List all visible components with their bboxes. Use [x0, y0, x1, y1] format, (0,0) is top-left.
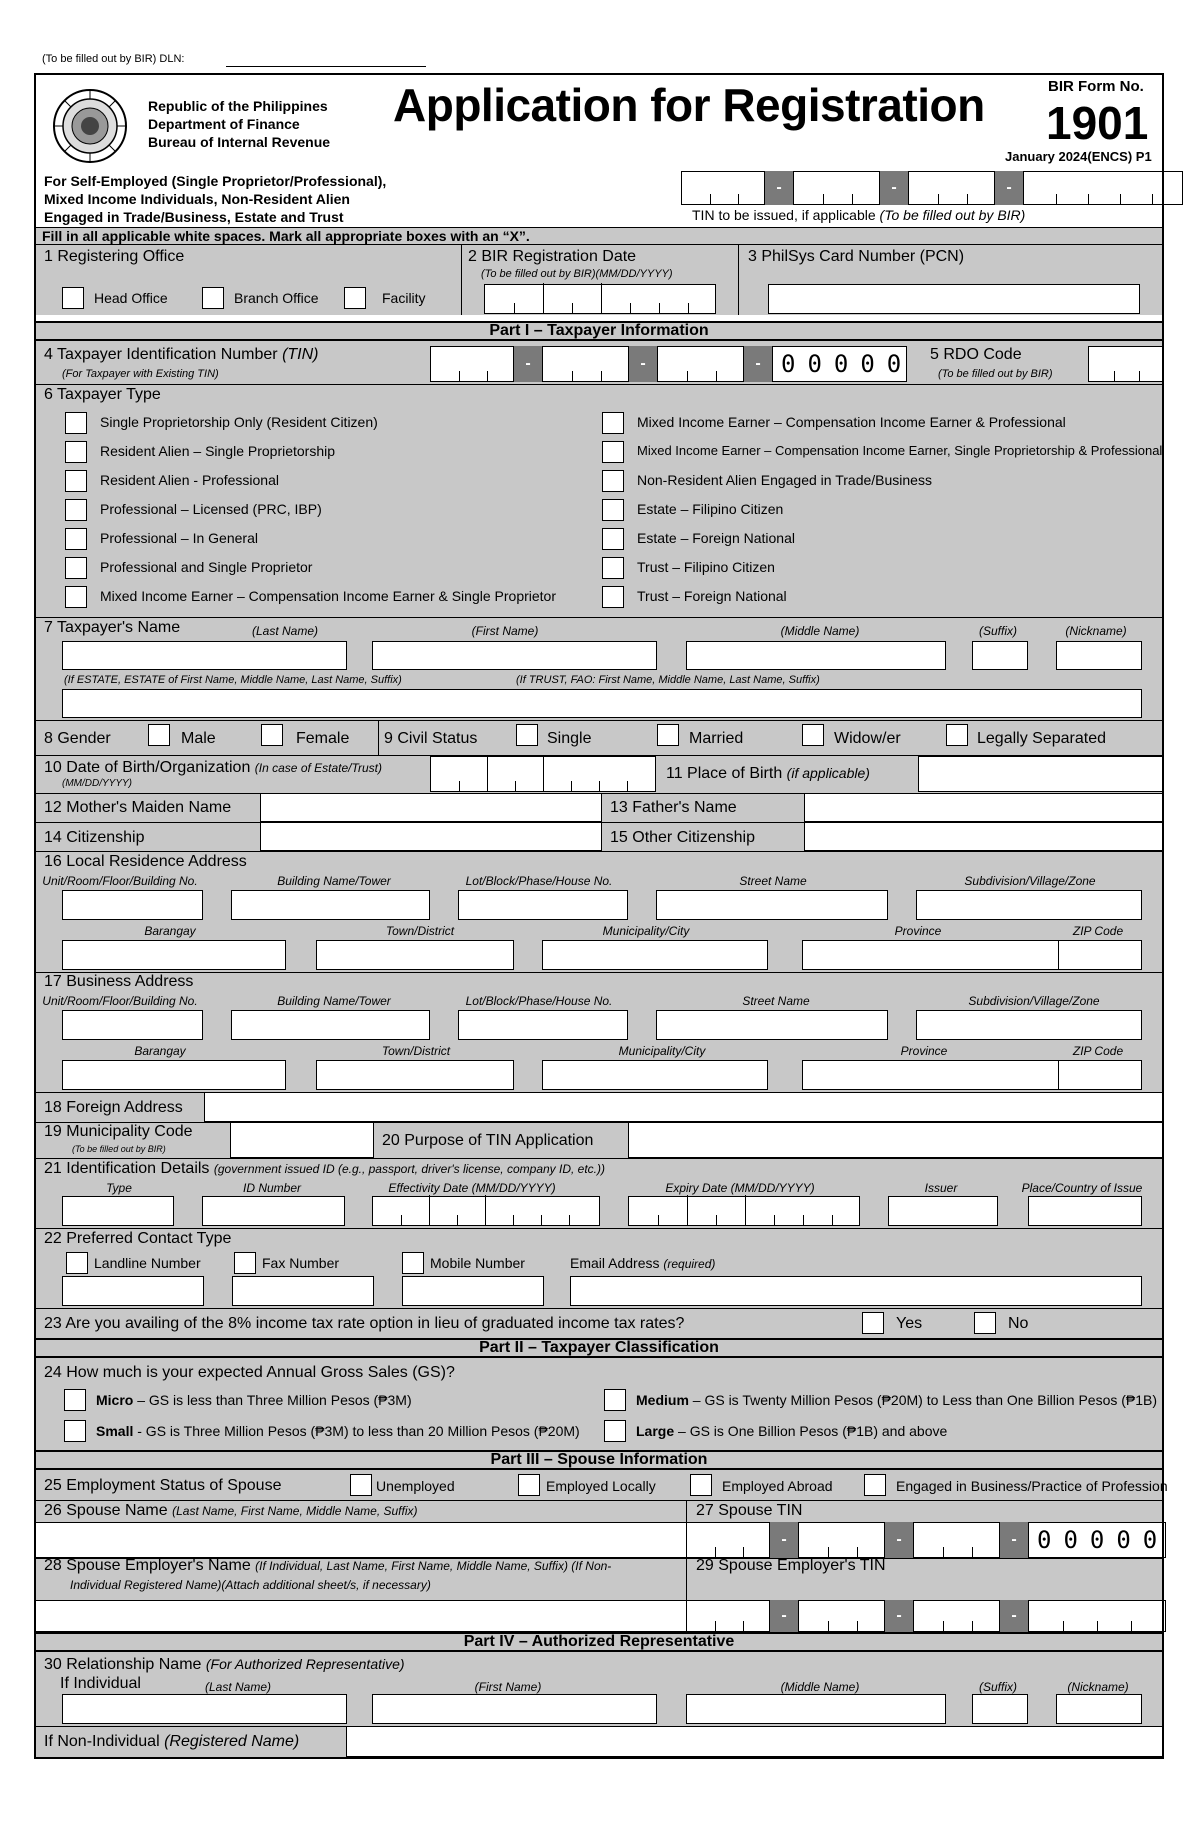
agency-line-3: Bureau of Internal Revenue — [148, 134, 331, 150]
f30-cap-last: (Last Name) — [204, 1680, 272, 1694]
micro-bold: Micro — [96, 1392, 134, 1408]
tt-right-6-label: Trust – Foreign National — [637, 588, 787, 604]
f16-cap-zip: ZIP Code — [1072, 924, 1124, 938]
non-individual-italic: (Registered Name) — [164, 1733, 300, 1750]
spouse-tin-dash: - — [1000, 1522, 1028, 1558]
legally-separated-label: Legally Separated — [977, 730, 1106, 747]
f7-trust-note: (If TRUST, FAO: First Name, Middle Name, Last Name, Suffix) — [516, 674, 820, 686]
large-text: – GS is One Billion Pesos (₱1B) and above — [674, 1423, 948, 1439]
f30-cap-nickname: (Nickname) — [1067, 1680, 1129, 1694]
f17-cap-province: Province — [900, 1044, 948, 1058]
f18-label: 18 Foreign Address — [44, 1099, 183, 1116]
small-bold: Small — [96, 1423, 134, 1439]
f2-label: 2 BIR Registration Date — [468, 248, 637, 265]
f10-sub: (MM/DD/YYYY) — [62, 778, 132, 789]
mobile-label: Mobile Number — [430, 1255, 525, 1271]
f7-cap-middle: (Middle Name) — [780, 624, 860, 638]
fax-label: Fax Number — [262, 1255, 340, 1271]
facility-label: Facility — [382, 290, 426, 306]
f17-cap-barangay: Barangay — [134, 1044, 186, 1058]
tin-branch-code[interactable]: 00000 — [772, 346, 907, 382]
medium-text: – GS is Twenty Million Pesos (₱20M) to Less than One Billion Pesos (₱1B) — [688, 1392, 1158, 1408]
spouse-employed-abroad-label: Employed Abroad — [722, 1478, 833, 1494]
f17-cap-municipality: Municipality/City — [618, 1044, 706, 1058]
agency-line-1: Republic of the Philippines — [148, 98, 328, 114]
f17-cap-lot: Lot/Block/Phase/House No. — [465, 994, 613, 1008]
form-number: 1901 — [1046, 97, 1149, 149]
dln-line — [226, 66, 426, 67]
tt-left-2-label: Resident Alien - Professional — [100, 472, 279, 488]
f17-cap-subd: Subdivision/Village/Zone — [968, 994, 1100, 1008]
f4-sub: (For Taxpayer with Existing TIN) — [62, 368, 219, 380]
f7-cap-suffix: (Suffix) — [978, 624, 1018, 638]
tt-right-4-label: Estate – Foreign National — [637, 530, 795, 546]
tt-right-0-label: Mixed Income Earner – Compensation Income Earner & Professional — [637, 414, 1066, 430]
f1-label: 1 Registering Office — [44, 248, 185, 265]
tin-dash: - — [744, 346, 772, 382]
subtitle-line-1: For Self-Employed (Single Proprietor/Professional), — [44, 173, 387, 189]
tt-right-2-label: Non-Resident Alien Engaged in Trade/Business — [637, 472, 932, 488]
f13-label: 13 Father's Name — [610, 799, 737, 816]
f19-sub: (To be filled out by BIR) — [72, 1144, 166, 1154]
tt-left-6-label: Mixed Income Earner – Compensation Income Earner & Single Proprietor — [100, 588, 556, 604]
f21-cap-idno: ID Number — [242, 1181, 302, 1195]
f4-label-text: 4 Taxpayer Identification Number — [44, 346, 278, 363]
tt-left-0-label: Single Proprietorship Only (Resident Citizen) — [100, 414, 378, 430]
f28-label-italic-2: Individual Registered Name)(Attach additional sheet/s, if necessary) — [70, 1578, 431, 1592]
f8-label: 8 Gender — [44, 730, 111, 747]
f16-cap-municipality: Municipality/City — [602, 924, 690, 938]
f16-cap-unit: Unit/Room/Floor/Building No. — [42, 874, 198, 888]
female-label: Female — [296, 730, 350, 747]
tin-issue-note-text: TIN to be issued, if applicable — [692, 207, 876, 223]
spouse-tin-dash: - — [885, 1522, 913, 1558]
f23-label: 23 Are you availing of the 8% income tax rate option in lieu of graduated income tax rates? — [44, 1315, 685, 1332]
subtitle-line-3: Engaged in Trade/Business, Estate and Trust — [44, 209, 344, 225]
f16-cap-lot: Lot/Block/Phase/House No. — [465, 874, 613, 888]
f11-label-italic: (if applicable) — [786, 765, 870, 781]
non-individual-text: If Non-Individual — [44, 1733, 160, 1750]
f19-label: 19 Municipality Code — [44, 1123, 193, 1140]
f21-cap-place: Place/Country of Issue — [1021, 1181, 1143, 1195]
tt-left-4-label: Professional – In General — [100, 530, 258, 546]
f11-label-text: 11 Place of Birth — [666, 765, 783, 782]
f4-label-italic: (TIN) — [282, 346, 319, 363]
f21-cap-exp: Expiry Date (MM/DD/YYYY) — [665, 1181, 815, 1195]
employer-tin-dash: - — [885, 1600, 913, 1632]
tt-left-3-label: Professional – Licensed (PRC, IBP) — [100, 501, 322, 517]
f27-label: 27 Spouse TIN — [696, 1502, 803, 1519]
f30-cap-first: (First Name) — [474, 1680, 542, 1694]
f24-label: 24 How much is your expected Annual Gross Sales (GS)? — [44, 1364, 455, 1381]
employer-tin-dash: - — [770, 1600, 798, 1632]
form-frame-overlay — [34, 73, 1164, 1759]
spouse-tin-dash: - — [770, 1522, 798, 1558]
f16-cap-bldg: Building Name/Tower — [277, 874, 391, 888]
part-2-header: Part II – Taxpayer Classification — [34, 1338, 1164, 1358]
f17-cap-zip: ZIP Code — [1072, 1044, 1124, 1058]
f12-label: 12 Mother's Maiden Name — [44, 799, 232, 816]
f16-cap-town: Town/District — [385, 924, 455, 938]
f16-cap-subd: Subdivision/Village/Zone — [964, 874, 1096, 888]
f30-label-italic: (For Authorized Representative) — [205, 1656, 405, 1672]
f7-estate-note: (If ESTATE, ESTATE of First Name, Middle Name, Last Name, Suffix) — [64, 674, 402, 686]
single-label: Single — [547, 730, 592, 747]
f30-cap-suffix: (Suffix) — [978, 1680, 1018, 1694]
male-label: Male — [181, 730, 216, 747]
f30-individual-label: If Individual — [60, 1675, 141, 1692]
email-label-text: Email Address — [570, 1255, 660, 1271]
form-version: January 2024(ENCS) P1 — [1005, 149, 1152, 164]
f30-label-text: 30 Relationship Name — [44, 1656, 202, 1673]
f21-label-italic: (government issued ID (e.g., passport, driver's license, company ID, etc.)) — [213, 1162, 605, 1176]
8pct-no-label: No — [1008, 1315, 1029, 1332]
part-3-header: Part III – Spouse Information — [34, 1450, 1164, 1470]
form-no-label: BIR Form No. — [1048, 78, 1144, 95]
f9-label: 9 Civil Status — [384, 730, 478, 747]
f16-cap-barangay: Barangay — [144, 924, 196, 938]
employer-tin-dash: - — [1000, 1600, 1028, 1632]
f17-cap-bldg: Building Name/Tower — [277, 994, 391, 1008]
f10-label-italic: (In case of Estate/Trust) — [254, 761, 382, 775]
tt-right-3-label: Estate – Filipino Citizen — [637, 501, 784, 517]
f5-sub: (To be filled out by BIR) — [938, 368, 1053, 380]
part-1-header: Part I – Taxpayer Information — [34, 321, 1164, 341]
tin-dash: - — [514, 346, 542, 382]
tt-right-5-label: Trust – Filipino Citizen — [637, 559, 775, 575]
spouse-employed-locally-label: Employed Locally — [546, 1478, 656, 1494]
f29-label: 29 Spouse Employer's TIN — [696, 1557, 886, 1574]
large-bold: Large — [636, 1423, 675, 1439]
dln-label: (To be filled out by BIR) DLN: — [42, 53, 185, 65]
f21-cap-issuer: Issuer — [924, 1181, 958, 1195]
small-text: - GS is Three Million Pesos (₱3M) to less than 20 Million Pesos (₱20M) — [133, 1423, 580, 1439]
form-title: Application for Registration — [393, 79, 985, 131]
spouse-tin-branch[interactable]: 00000 — [1028, 1522, 1166, 1558]
agency-line-2: Department of Finance — [148, 116, 300, 132]
micro-text: – GS is less than Three Million Pesos (₱3M) — [133, 1392, 412, 1408]
f26-label-italic: (Last Name, First Name, Middle Name, Suffix) — [172, 1504, 418, 1518]
email-label-italic: (required) — [663, 1257, 716, 1271]
f16-cap-province: Province — [894, 924, 942, 938]
f21-cap-type: Type — [106, 1181, 132, 1195]
spouse-business-label: Engaged in Business/Practice of Profession — [896, 1478, 1168, 1494]
f28-label-italic: (If Individual, Last Name, First Name, Middle Name, Suffix) (If Non- — [255, 1559, 612, 1573]
widower-label: Widow/er — [834, 730, 901, 747]
f25-label: 25 Employment Status of Spouse — [44, 1477, 282, 1494]
tin-issue-note-italic: (To be filled out by BIR) — [879, 207, 1026, 223]
tin-issue-dash: - — [880, 171, 908, 205]
f7-label: 7 Taxpayer's Name — [44, 619, 181, 636]
branch-office-label: Branch Office — [234, 290, 319, 306]
tt-right-1-label: Mixed Income Earner – Compensation Income Earner, Single Proprietorship & Professional — [637, 443, 1163, 458]
f5-label: 5 RDO Code — [930, 346, 1022, 363]
f10-label-text: 10 Date of Birth/Organization — [44, 759, 251, 776]
f15-label: 15 Other Citizenship — [610, 829, 755, 846]
subtitle-line-2: Mixed Income Individuals, Non-Resident Alien — [44, 191, 350, 207]
f16-label: 16 Local Residence Address — [44, 853, 247, 870]
tin-issue-dash: - — [995, 171, 1023, 205]
tt-left-1-label: Resident Alien – Single Proprietorship — [100, 443, 336, 459]
f6-label: 6 Taxpayer Type — [44, 386, 161, 403]
medium-bold: Medium — [636, 1392, 689, 1408]
f30-cap-middle: (Middle Name) — [780, 1680, 860, 1694]
f14-label: 14 Citizenship — [44, 829, 145, 846]
married-label: Married — [689, 730, 744, 747]
f20-label: 20 Purpose of TIN Application — [382, 1132, 594, 1149]
f17-label: 17 Business Address — [44, 973, 194, 990]
f7-cap-last: (Last Name) — [251, 624, 319, 638]
tt-left-5-label: Professional and Single Proprietor — [100, 559, 313, 575]
f7-cap-nickname: (Nickname) — [1065, 624, 1127, 638]
part-4-header: Part IV – Authorized Representative — [34, 1632, 1164, 1652]
f22-label: 22 Preferred Contact Type — [44, 1230, 232, 1247]
tin-dash: - — [629, 346, 657, 382]
f16-cap-street: Street Name — [739, 874, 807, 888]
f17-cap-town: Town/District — [381, 1044, 451, 1058]
f3-label: 3 PhilSys Card Number (PCN) — [748, 248, 965, 265]
8pct-yes-label: Yes — [896, 1315, 923, 1332]
f17-cap-street: Street Name — [742, 994, 810, 1008]
tin-issue-dash: - — [765, 171, 793, 205]
f2-sub: (To be filled out by BIR)(MM/DD/YYYY) — [481, 268, 673, 280]
head-office-label: Head Office — [94, 290, 168, 306]
instructions-bar: Fill in all applicable white spaces. Mark all appropriate boxes with an “X”. — [34, 227, 1164, 245]
f21-cap-eff: Effectivity Date (MM/DD/YYYY) — [388, 1181, 556, 1195]
f28-label-text: 28 Spouse Employer's Name — [44, 1557, 251, 1574]
f7-cap-first: (First Name) — [471, 624, 539, 638]
spouse-unemployed-label: Unemployed — [376, 1478, 455, 1494]
landline-label: Landline Number — [94, 1255, 201, 1271]
f17-cap-unit: Unit/Room/Floor/Building No. — [42, 994, 198, 1008]
f21-label-text: 21 Identification Details — [44, 1160, 210, 1177]
f26-label-text: 26 Spouse Name — [44, 1502, 168, 1519]
